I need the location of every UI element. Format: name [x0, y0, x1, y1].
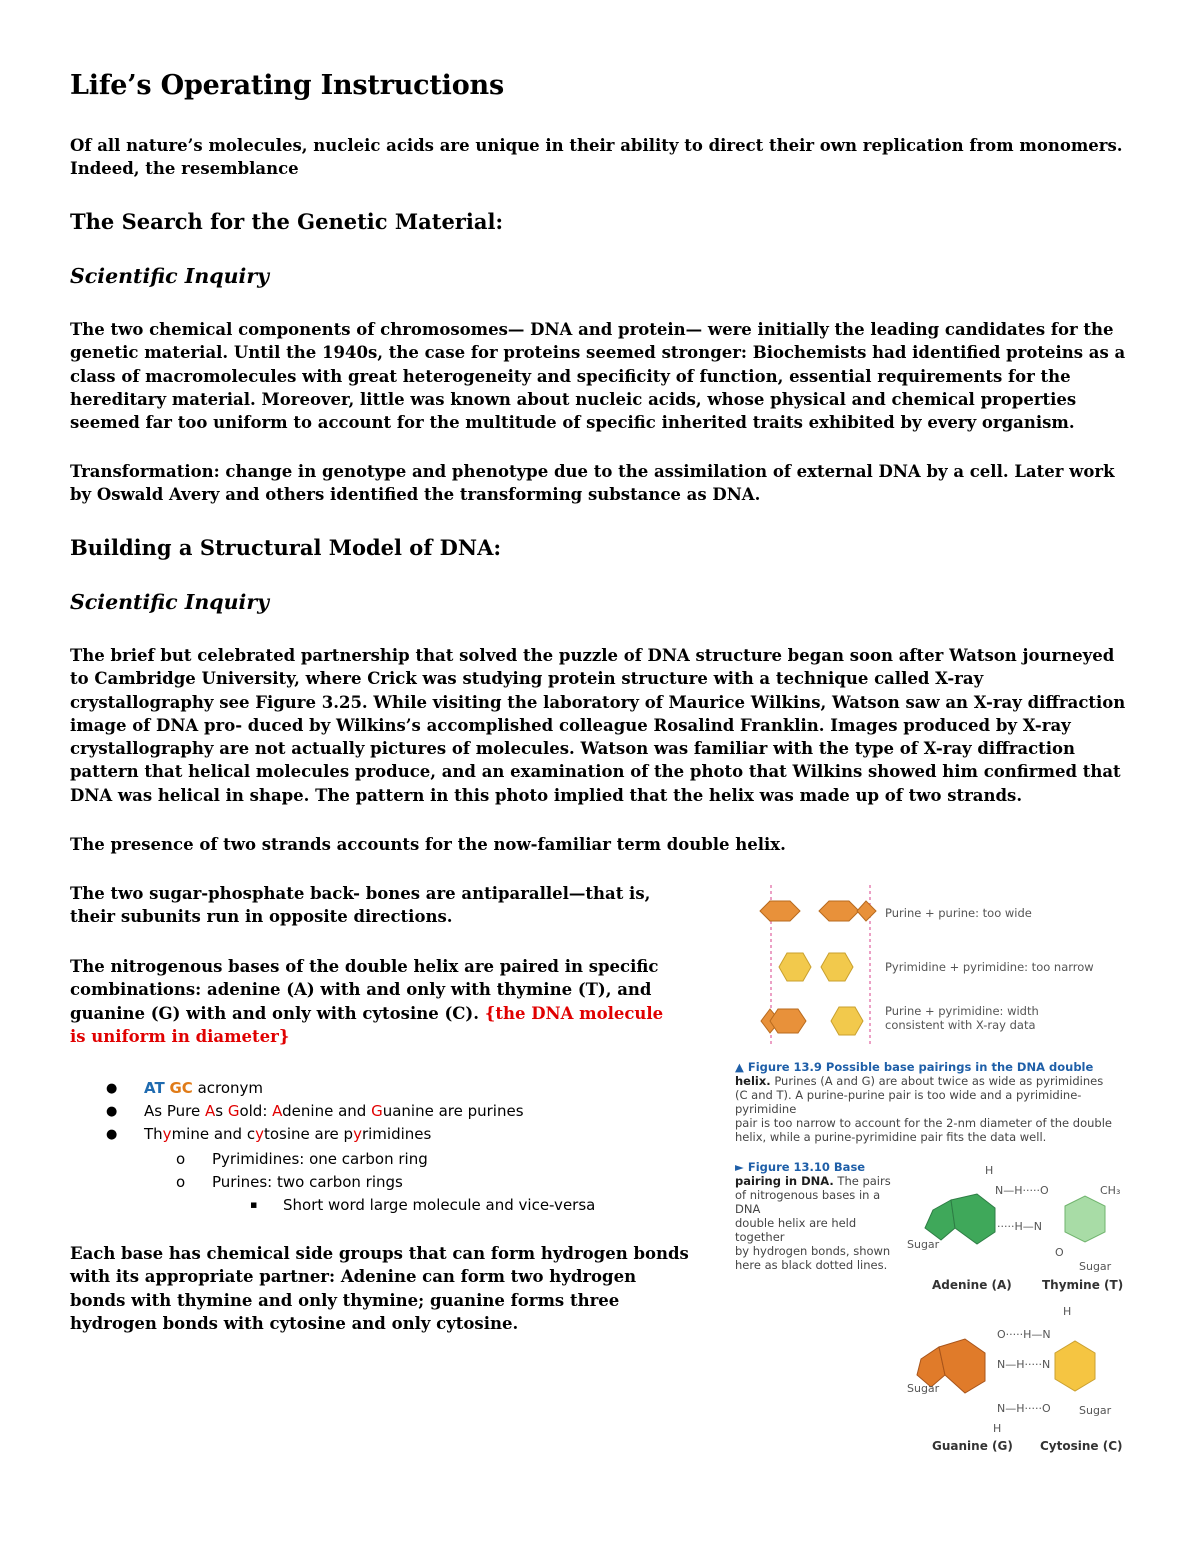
- cytosine-molecule: [1055, 1341, 1095, 1391]
- paragraph-watson-crick: The brief but celebrated partnership that solved the puzzle of DNA structure began soon after Watson journeyed to Cambridge University, where Crick was studying protein structure with a technique called X-ray crystallography see Figure 3.25. While visiting the laboratory of Maurice Wilkins, Watson saw an X-ray diffraction image of DNA pro- duced by Wilkins’s accomplished colleague Rosalind Franklin. Images produced by X-ray crystallography are not actually pictures of molecules. Watson was familiar with the type of X-ray diffraction pattern that helical molecules produce, and an examination of the photo that Wilkins showed him confirmed that DNA was helical in shape. The pattern in this photo implied that the helix was made up of two strands.: [70, 646, 1126, 805]
- list-item: [98, 1100, 524, 1123]
- paragraph-chromosome-components: The two chemical components of chromosomes— DNA and protein— were initially the leading candidates for the genetic material. Until the 1940s, the case for proteins seemed stronger: Biochemists had identified proteins as a class of macromolecules with great heterogeneity and specificity of function, essential requirements for the hereditary material. Moreover, little was known about nucleic acids, whose physical and chemical properties seemed far too uniform to account for the multitude of specific inherited traits exhibited by every organism.: [70, 320, 1126, 433]
- section-heading-structural-model: Building a Structural Model of DNA:: [70, 535, 502, 560]
- caption-body: Purines (A and G) are about twice as wide as pyrimidines: [770, 1074, 1104, 1088]
- bullet-marker: ●: [106, 1127, 118, 1142]
- label-thymine: Thymine (T): [1042, 1278, 1124, 1292]
- caption-body: by hydrogen bonds, shown: [735, 1244, 891, 1258]
- mnemonic-part: tosine are p: [263, 1125, 354, 1143]
- pairing-label-too-narrow: Pyrimidine + pyrimidine: too narrow: [885, 960, 1094, 974]
- paragraph-antiparallel: The two sugar-phosphate back- bones are antiparallel—that is, their subunits run in opposite directions.: [70, 884, 651, 927]
- pairing-label-too-wide: Purine + purine: too wide: [885, 906, 1032, 920]
- caption-title: ► Figure 13.10 Base: [735, 1160, 866, 1174]
- pyrimidine-shape: [821, 953, 853, 981]
- mnemonic-part: As Pure: [144, 1102, 205, 1120]
- caption-body: here as black dotted lines.: [735, 1258, 888, 1272]
- bullet-marker: ●: [106, 1081, 118, 1096]
- section-heading-genetic-material: The Search for the Genetic Material:: [70, 209, 504, 234]
- subsub-item-size-rule: Short word large molecule and vice-versa: [283, 1196, 596, 1214]
- mnemonic-letter: G: [371, 1102, 383, 1120]
- adenine-molecule: [925, 1194, 995, 1244]
- paragraph-double-helix: The presence of two strands accounts for the now-familiar term double helix.: [70, 835, 786, 854]
- guanine-sugar: Sugar: [907, 1382, 940, 1395]
- subsub-bullet-marker: ▪: [250, 1198, 258, 1211]
- thymine-sugar: Sugar: [1079, 1260, 1112, 1273]
- caption-body: double helix are held together: [735, 1216, 857, 1244]
- mnemonic-part: Th: [144, 1125, 163, 1143]
- caption-title: ▲ Figure 13.9 Possible base pairings in the DNA double: [735, 1060, 1094, 1074]
- mnemonic-list: [98, 1077, 524, 1146]
- adenine-sugar: Sugar: [907, 1238, 940, 1251]
- thymine-molecule: [1065, 1196, 1105, 1242]
- pairing-label-consistent-2: consistent with X-ray data: [885, 1018, 1036, 1032]
- page-title: Life’s Operating Instructions: [70, 70, 504, 101]
- mnemonic-letter: y: [162, 1125, 172, 1143]
- mnemonic-part: old:: [239, 1102, 273, 1120]
- figure-13-9-caption: [735, 1060, 1135, 1144]
- guanine-cytosine-diagram: [915, 1325, 1135, 1435]
- purine-shape: [819, 901, 876, 921]
- purine-shape: [761, 1009, 806, 1033]
- mnemonic-part: denine and: [282, 1102, 372, 1120]
- mnemonic-part: uanine are purines: [382, 1102, 524, 1120]
- thymine-ch3: CH₃: [1100, 1184, 1121, 1197]
- caption-body: (C and T). A purine-purine pair is too wide and a pyrimidine-pyrimidine: [735, 1088, 1082, 1116]
- label-adenine: Adenine (A): [932, 1278, 1012, 1292]
- caption-body: pair is too narrow to account for the 2-nm diameter of the double: [735, 1116, 1112, 1130]
- caption-body: of nitrogenous bases in a DNA: [735, 1188, 881, 1216]
- gc-h-top: H: [1063, 1305, 1072, 1318]
- at-h-top: H: [985, 1164, 994, 1177]
- section-subheading-inquiry-2: Scientific Inquiry: [70, 590, 270, 614]
- mnemonic-part: rimidines: [361, 1125, 432, 1143]
- caption-title-2: pairing in DNA.: [735, 1174, 834, 1188]
- mnemonic-letter: y: [255, 1125, 264, 1143]
- label-cytosine: Cytosine (C): [1040, 1439, 1123, 1453]
- mnemonic-letter: A: [272, 1102, 283, 1120]
- caption-body: helix, while a purine-pyrimidine pair fits the data well.: [735, 1130, 1047, 1144]
- letter-c: C: [181, 1079, 193, 1097]
- label-guanine: Guanine (G): [932, 1439, 1013, 1453]
- paragraph-hydrogen-bonds: Each base has chemical side groups that can form hydrogen bonds with its appropriate partner: Adenine can form two hydrogen bonds with thymine and only thymine; guanine forms three hydrogen bonds with cytosine and only cytosine.: [70, 1244, 689, 1333]
- at-bond-2: ·····H—N: [997, 1220, 1042, 1233]
- gc-bond-3: N—H·····O: [997, 1402, 1051, 1415]
- letter-t: T: [154, 1079, 165, 1097]
- sub-bullet-marker: o: [176, 1150, 186, 1168]
- pyrimidine-shape: [831, 1007, 863, 1035]
- sub-item-pyrimidines: Pyrimidines: one carbon ring: [212, 1150, 428, 1168]
- figure-13-10-caption: [735, 1160, 905, 1272]
- gc-h-bottom: H: [993, 1422, 1002, 1435]
- section-subheading-inquiry-1: Scientific Inquiry: [70, 264, 270, 288]
- paragraph-base-pairing: [70, 955, 675, 1048]
- pairing-label-consistent: Purine + pyrimidine: width: [885, 1004, 1039, 1018]
- figure-13-10: [735, 1160, 1155, 1460]
- at-bond-1: N—H·····O: [995, 1184, 1049, 1197]
- pyrimidine-shape: [779, 953, 811, 981]
- base-pairing-text: The nitrogenous bases of the double helix are paired in specific combinations: adenine (A) with and only with thymine (T), and guanine (G) with and only with cytosine (C).: [70, 957, 659, 1023]
- gc-bond-1: O·····H—N: [997, 1328, 1051, 1341]
- list-item: [98, 1077, 524, 1100]
- sub-item-purines: Purines: two carbon rings: [212, 1173, 403, 1191]
- paragraph-transformation: Transformation: change in genotype and phenotype due to the assimilation of external DNA by a cell. Later work by Oswald Avery and others identified the transforming substance as DNA.: [70, 462, 1115, 505]
- acronym-text: acronym: [192, 1079, 264, 1097]
- list-item: [98, 1123, 524, 1146]
- mnemonic-part: s: [215, 1102, 228, 1120]
- mnemonic-letter: G: [227, 1102, 240, 1120]
- caption-body: The pairs: [833, 1174, 891, 1188]
- sub-bullet-marker: o: [176, 1173, 186, 1191]
- mnemonic-letter: A: [204, 1102, 216, 1120]
- letter-g: G: [169, 1079, 182, 1097]
- cytosine-sugar: Sugar: [1079, 1404, 1112, 1417]
- thymine-o: O: [1055, 1246, 1064, 1259]
- base-pair-width-diagram: [755, 885, 895, 1045]
- gc-bond-2: N—H·····N: [997, 1358, 1051, 1371]
- bullet-marker: ●: [106, 1104, 118, 1119]
- mnemonic-part: mine and c: [171, 1125, 256, 1143]
- intro-paragraph: Of all nature’s molecules, nucleic acids are unique in their ability to direct their own replication from monomers. Indeed, the resemblance: [70, 136, 1123, 179]
- uniform-diameter-note: {the DNA molecule is uniform in diameter}: [70, 1003, 664, 1046]
- figure-13-9: [735, 885, 1135, 1144]
- caption-title-2: helix.: [735, 1074, 771, 1088]
- purine-shape: [760, 901, 800, 921]
- letter-a: A: [144, 1079, 155, 1097]
- mnemonic-letter: y: [353, 1125, 362, 1143]
